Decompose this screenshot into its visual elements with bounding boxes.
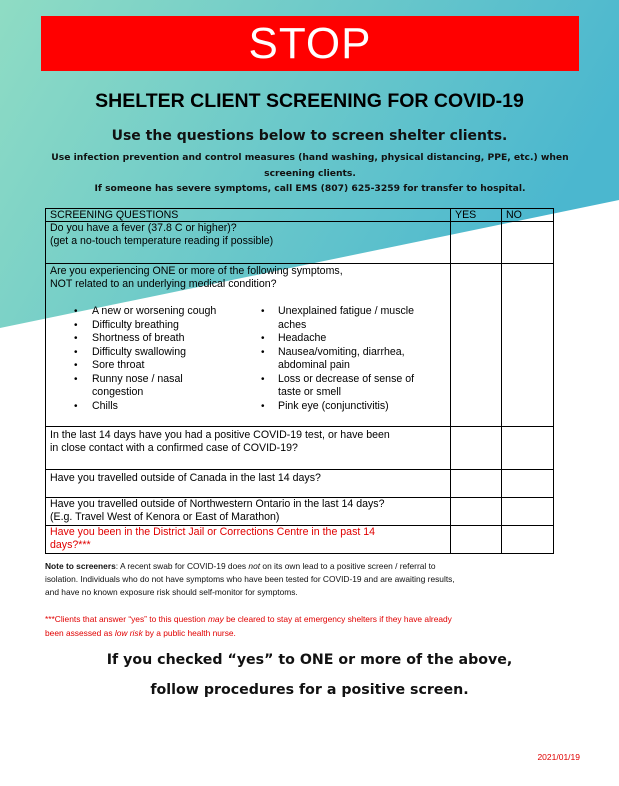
list-item: • Difficulty swallowing bbox=[50, 346, 246, 360]
instructions bbox=[40, 150, 580, 197]
question-jail: Have you been in the District Jail or Corrections Centre in the past 14 days?*** bbox=[46, 526, 451, 554]
header-yes: YES bbox=[451, 209, 502, 222]
instruction-line: Use infection prevention and control measures (hand washing, physical distancing, PPE, etc.) when bbox=[51, 152, 569, 163]
screening-table bbox=[45, 208, 554, 554]
closing-line-2: follow procedures for a positive screen. bbox=[150, 682, 469, 698]
yes-cell-nwo-travel[interactable] bbox=[451, 498, 502, 526]
symptom-lists bbox=[50, 305, 446, 413]
question-fever: Do you have a fever (37.8 C or higher)? (get a no-touch temperature reading if possible) bbox=[46, 222, 451, 264]
question-row-jail bbox=[46, 526, 554, 554]
question-nwo-travel: Have you travelled outside of Northwestern Ontario in the last 14 days? (E.g. Travel West of Kenora or East of Marathon) bbox=[46, 498, 451, 526]
list-item: • Nausea/vomiting, diarrhea, abdominal pain bbox=[246, 346, 436, 373]
no-cell-nwo-travel[interactable] bbox=[502, 498, 554, 526]
list-item: • Chills bbox=[50, 400, 246, 414]
question-row-nwo-travel bbox=[46, 498, 554, 526]
list-item: • Runny nose / nasal congestion bbox=[50, 373, 246, 400]
yes-cell-contact[interactable] bbox=[451, 427, 502, 470]
question-row-contact bbox=[46, 427, 554, 470]
page-subtitle: Use the questions below to screen shelter clients. bbox=[111, 128, 508, 144]
note-label: Note to screeners bbox=[45, 561, 116, 571]
no-cell-canada-travel[interactable] bbox=[502, 470, 554, 498]
question-contact: In the last 14 days have you had a positive COVID-19 test, or have been in close contact with a confirmed case of COVID-19? bbox=[46, 427, 451, 470]
symptom-list-right bbox=[246, 305, 436, 413]
no-cell-symptoms[interactable] bbox=[502, 264, 554, 427]
document-date: 2021/01/19 bbox=[537, 752, 580, 762]
list-item: • Loss or decrease of sense of taste or smell bbox=[246, 373, 436, 400]
question-row-symptoms bbox=[46, 264, 554, 427]
instruction-line: screening clients. bbox=[264, 167, 356, 179]
question-canada-travel: Have you travelled outside of Canada in the last 14 days? bbox=[46, 470, 451, 498]
stop-banner bbox=[41, 16, 579, 71]
no-cell-fever[interactable] bbox=[502, 222, 554, 264]
list-item: • Pink eye (conjunctivitis) bbox=[246, 400, 436, 414]
list-item: • Unexplained fatigue / muscle aches bbox=[246, 305, 436, 332]
no-cell-contact[interactable] bbox=[502, 427, 554, 470]
list-item: • A new or worsening cough bbox=[50, 305, 246, 319]
closing-line-1: If you checked “yes” to ONE or more of the above, bbox=[106, 652, 513, 668]
question-symptoms: Are you experiencing ONE or more of the following symptoms, NOT related to an underlying medical condition? • A new or worsening cough • Difficulty breathing • Shortness of breath • Difficulty swallowing • Sore throat • Runny nose / nasal congestion • Chills • Unexplained fatigue / muscle aches • Headache • Nausea/vomiting, diarrhea, abdominal pain • Loss or decrease of sense of taste or smell • Pink eye (conjunctivitis) bbox=[46, 264, 451, 427]
screener-note: Note to screeners: A recent swab for COVID-19 does not on its own lead to a positive screen / referral to isolation. Individuals who do not have symptoms who have been tested for COVID-19 and are awaiting results, and have no known exposure risk should self-monitor for symptoms. bbox=[45, 561, 455, 597]
symptom-list-left bbox=[50, 305, 246, 413]
yes-cell-jail[interactable] bbox=[451, 526, 502, 554]
yes-cell-fever[interactable] bbox=[451, 222, 502, 264]
question-row-canada-travel bbox=[46, 470, 554, 498]
header-no: NO bbox=[502, 209, 554, 222]
header-questions: SCREENING QUESTIONS bbox=[46, 209, 451, 222]
stop-banner-text: STOP bbox=[248, 19, 372, 68]
yes-cell-canada-travel[interactable] bbox=[451, 470, 502, 498]
list-item: • Headache bbox=[246, 332, 436, 346]
list-item: • Shortness of breath bbox=[50, 332, 246, 346]
question-row-fever bbox=[46, 222, 554, 264]
table-header-row bbox=[46, 209, 554, 222]
list-item: • Difficulty breathing bbox=[50, 319, 246, 333]
list-item: • Sore throat bbox=[50, 359, 246, 373]
jail-question-note: ***Clients that answer “yes” to this question may be cleared to stay at emergency shelters if they have already been assessed as low risk by a public health nurse. bbox=[45, 614, 452, 638]
yes-cell-symptoms[interactable] bbox=[451, 264, 502, 427]
instruction-line: If someone has severe symptoms, call EMS (807) 625-3259 for transfer to hospital. bbox=[94, 183, 526, 194]
no-cell-jail[interactable] bbox=[502, 526, 554, 554]
page-title: SHELTER CLIENT SCREENING FOR COVID-19 bbox=[95, 90, 524, 112]
